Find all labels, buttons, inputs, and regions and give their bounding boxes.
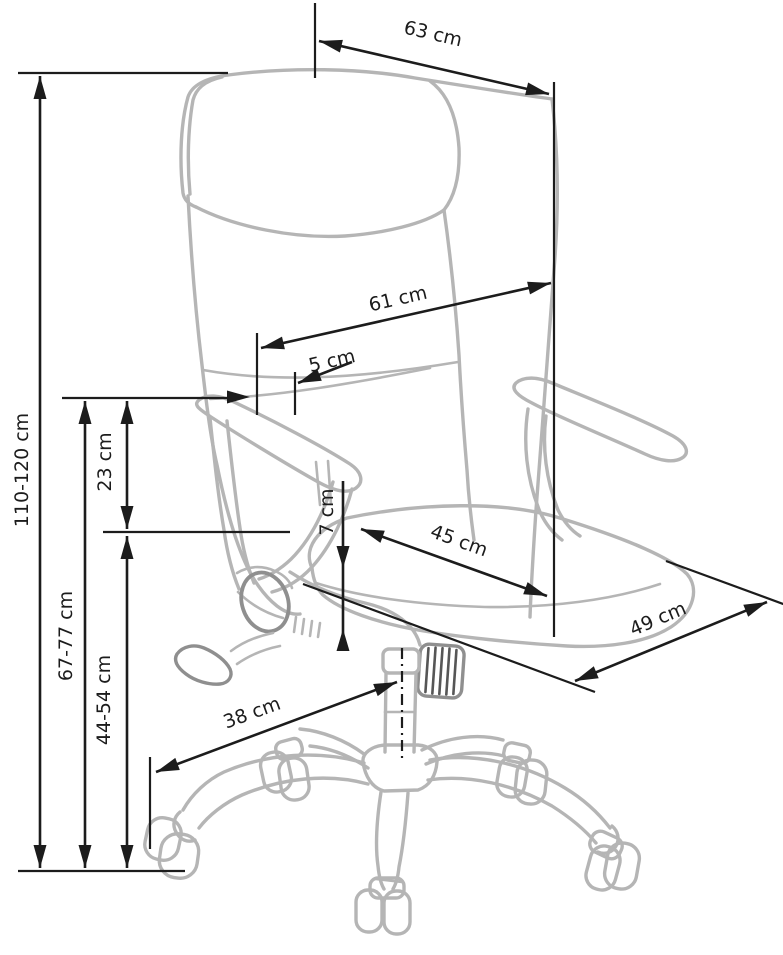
- arrowhead: [319, 40, 343, 53]
- arrowhead: [523, 582, 547, 596]
- arrowhead: [337, 629, 350, 651]
- arrowhead: [79, 401, 92, 424]
- arrowhead: [79, 845, 92, 868]
- dimension-label-63cm: 63 cm: [401, 16, 465, 52]
- tension-knob: [417, 644, 465, 699]
- left-armrest-pad: [197, 396, 361, 491]
- base-hub: [363, 745, 437, 791]
- lever-arm-b: [237, 646, 280, 664]
- chair-drawing: [142, 70, 694, 934]
- lever-handle: [176, 646, 231, 684]
- arrowhead: [361, 529, 385, 543]
- headrest-right-edge: [430, 81, 459, 210]
- dimension-label-total-height: 110-120 cm: [11, 412, 33, 528]
- caster-right-wheel-a: [583, 843, 623, 893]
- arrowhead: [743, 602, 767, 617]
- headrest-left-seam: [188, 77, 222, 194]
- arrowhead: [337, 546, 350, 568]
- caster-left-wheel-a: [142, 815, 184, 863]
- arrowhead: [527, 282, 551, 295]
- ext-49-lower: [303, 584, 595, 692]
- arrowhead: [121, 506, 134, 529]
- arrowhead: [121, 536, 134, 559]
- arrowhead: [34, 76, 47, 99]
- dimension-label-49cm: 49 cm: [626, 597, 690, 641]
- caster-right: [583, 828, 642, 893]
- arrowhead: [121, 401, 134, 424]
- dimension-label-armrest-height: 67-77 cm: [55, 590, 77, 682]
- mechanism-comb: [294, 617, 320, 637]
- caster-backright-wheel-b: [514, 759, 548, 806]
- base-leg-left-top: [183, 755, 364, 810]
- base-leg-front-left: [377, 792, 384, 889]
- ext-49-upper: [666, 561, 783, 605]
- arrowhead: [227, 391, 250, 404]
- arrowhead: [121, 845, 134, 868]
- dimension-label-7cm: 7 cm: [316, 488, 338, 536]
- dimension-label-45cm: 45 cm: [427, 520, 491, 562]
- base-leg-backright-top: [422, 737, 503, 750]
- dimension-label-38cm: 38 cm: [220, 692, 284, 734]
- dimension-label-5cm: 5 cm: [306, 344, 358, 378]
- tension-knob-stripes: [425, 647, 456, 695]
- base-leg-left-bottom: [199, 778, 368, 828]
- dimension-labels: [11, 17, 690, 745]
- arrowhead: [525, 83, 549, 96]
- base-leg-front-right: [393, 793, 408, 889]
- dimension-label-seat-height: 44-54 cm: [93, 654, 115, 746]
- dimension-lines: [18, 3, 783, 871]
- base-leg-right-bottom: [428, 778, 596, 843]
- arrowhead: [34, 845, 47, 868]
- headrest-bottom-seam: [196, 207, 444, 236]
- arrowhead: [156, 758, 180, 772]
- arrowhead: [575, 666, 599, 681]
- backrest-right-edge: [444, 210, 474, 540]
- arrowhead: [261, 337, 285, 350]
- dimension-label-23cm: 23 cm: [94, 432, 116, 492]
- dimension-label-61cm: 61 cm: [366, 281, 430, 317]
- caster-backleft: [258, 737, 311, 802]
